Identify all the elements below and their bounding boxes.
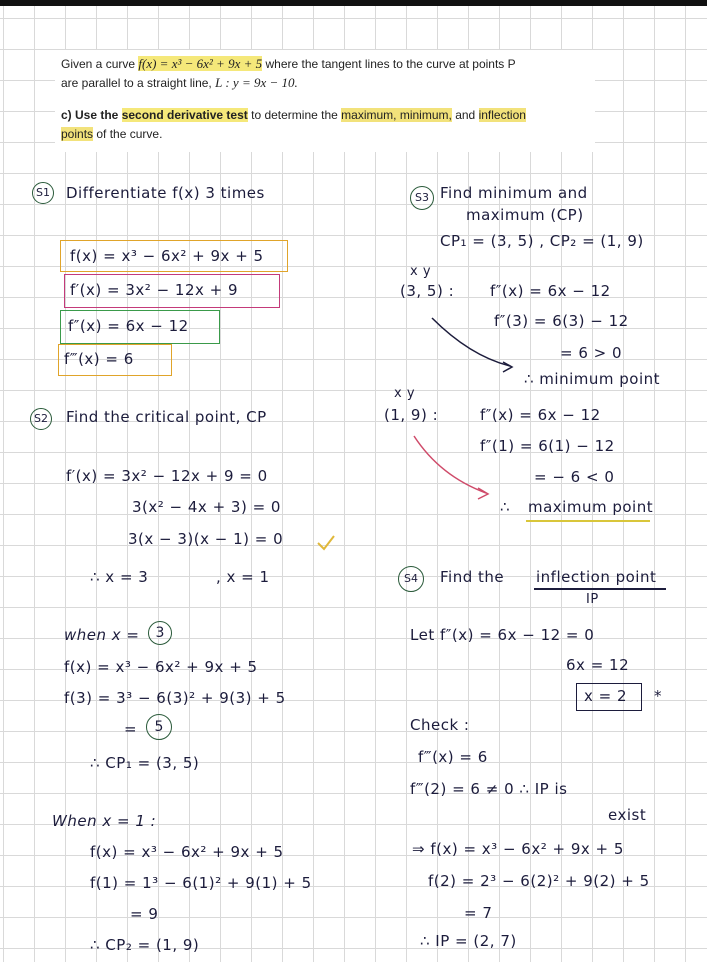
arrow-min: [432, 318, 510, 366]
part-highlight-2: maximum, minimum,: [341, 108, 452, 122]
s4-title: Find the: [440, 568, 505, 586]
s2-w1a: f(x) = x³ − 6x² + 9x + 5: [64, 658, 258, 676]
s2-title: Find the critical point, CP: [66, 408, 267, 426]
s1-title: Differentiate f(x) 3 times: [66, 184, 265, 202]
s2-w1d: ∴ CP₁ = (3, 5): [90, 754, 200, 772]
s3-xy2: x y: [394, 386, 416, 401]
s1-f1: f′(x) = 3x² − 12x + 9: [70, 281, 239, 299]
s4-ip: IP: [586, 592, 599, 607]
s4-c1: f‴(x) = 6: [418, 748, 488, 766]
tick-mark: [318, 536, 334, 549]
s3-title2: maximum (CP): [466, 206, 584, 224]
s3-a3: = 6 > 0: [560, 344, 623, 362]
arrow-max: [414, 436, 486, 493]
s2-w2b: f(1) = 1³ − 6(1)² + 9(1) + 5: [90, 874, 312, 892]
s1-badge: S1: [32, 182, 54, 204]
s1-f: f(x) = x³ − 6x² + 9x + 5: [70, 247, 264, 265]
part-end: of the curve.: [96, 127, 163, 141]
part-and: and: [455, 108, 476, 122]
annotation-arrows: [0, 6, 707, 962]
s4-d1: ⇒ f(x) = x³ − 6x² + 9x + 5: [412, 840, 624, 858]
s2-w2a: f(x) = x³ − 6x² + 9x + 5: [90, 843, 284, 861]
s3-b2: f″(1) = 6(1) − 12: [480, 437, 615, 455]
s1-f3: f‴(x) = 6: [64, 350, 134, 368]
arrow-min-head: [503, 362, 512, 372]
s3-title1: Find minimum and: [440, 184, 588, 202]
s3-a1: f″(x) = 6x − 12: [490, 282, 611, 300]
s4-title-ul: inflection point: [536, 568, 657, 586]
s3-pt1: (3, 5) :: [400, 282, 455, 300]
s2-w2d: ∴ CP₂ = (1, 9): [90, 936, 200, 954]
s3-pt2: (1, 9) :: [384, 406, 439, 424]
s2-when1-val: 3: [148, 621, 172, 645]
s4-d4: ∴ IP = (2, 7): [420, 932, 517, 950]
s3-b3: = − 6 < 0: [534, 468, 615, 486]
part-highlight-3: inflection: [478, 108, 526, 122]
arrow-max-head: [478, 488, 488, 499]
s4-check: Check :: [410, 716, 470, 734]
s3-cps: CP₁ = (3, 5) , CP₂ = (1, 9): [440, 232, 644, 250]
s4-d2: f(2) = 2³ − 6(2)² + 9(2) + 5: [428, 872, 650, 890]
s2-when1: when x =: [64, 626, 140, 644]
part-highlight-4: points: [61, 127, 94, 141]
s2-w1c-eq: =: [124, 720, 138, 738]
s2-line4b: , x = 1: [216, 568, 270, 586]
s2-w2c: = 9: [130, 905, 159, 923]
s3-xy1: x y: [410, 264, 432, 279]
intro-line2: are parallel to a straight line,: [61, 76, 212, 90]
s3-b1: f″(x) = 6x − 12: [480, 406, 601, 424]
part-mid: to determine the: [251, 108, 338, 122]
s2-line1: f′(x) = 3x² − 12x + 9 = 0: [66, 467, 268, 485]
s2-line3: 3(x − 3)(x − 1) = 0: [128, 530, 284, 548]
curve-equation: f(x) = x³ − 6x² + 9x + 5: [138, 56, 263, 71]
intro-suffix: where the tangent lines to the curve at points P: [265, 57, 516, 71]
s2-line4a: ∴ x = 3: [90, 568, 149, 586]
s4-star: *: [654, 687, 662, 705]
s4-l2: 6x = 12: [566, 656, 630, 674]
part-highlight-1: second derivative test: [121, 108, 248, 122]
s2-line2: 3(x² − 4x + 3) = 0: [132, 498, 281, 516]
s3-a4: ∴ minimum point: [524, 370, 661, 388]
s2-when2: When x = 1 :: [52, 812, 157, 830]
s4-c2: f‴(2) = 6 ≠ 0 ∴ IP is: [410, 780, 568, 798]
s4-l1: Let f″(x) = 6x − 12 = 0: [410, 626, 595, 644]
s3-b4: maximum point: [528, 498, 654, 516]
s4-badge: S4: [398, 566, 424, 592]
line-equation: L : y = 9x − 10.: [215, 75, 298, 90]
part-label: c) Use the: [61, 108, 119, 122]
intro-prefix: Given a curve: [61, 57, 136, 71]
grid-paper: [0, 6, 707, 962]
s3-a2: f″(3) = 6(3) − 12: [494, 312, 629, 330]
s4-l3: x = 2: [584, 687, 628, 705]
s2-badge: S2: [30, 408, 52, 430]
s3-badge: S3: [410, 186, 434, 210]
s4-d3: = 7: [464, 904, 493, 922]
s2-w1c-val: 5: [146, 714, 172, 740]
s3-b4-sym: ∴: [500, 498, 511, 516]
s2-w1b: f(3) = 3³ − 6(3)² + 9(3) + 5: [64, 689, 286, 707]
s1-f2: f″(x) = 6x − 12: [68, 317, 189, 335]
s4-c3: exist: [608, 806, 647, 824]
